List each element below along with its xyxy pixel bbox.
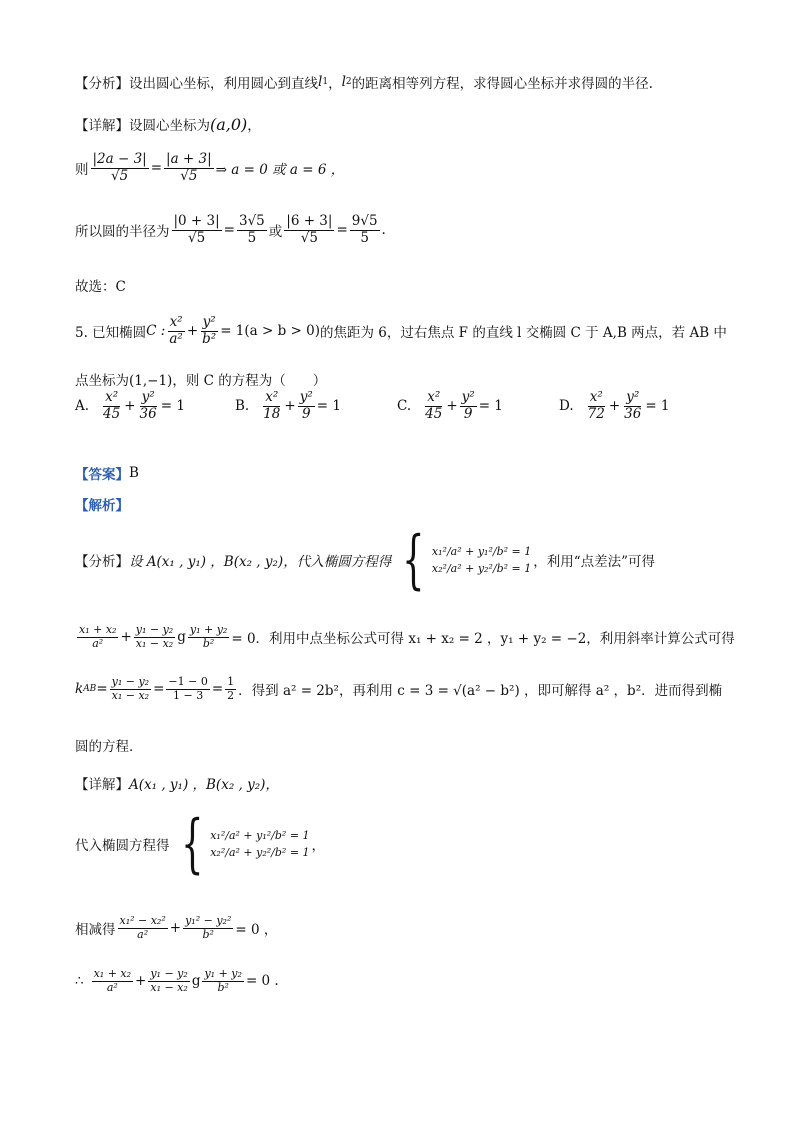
analysis-a1: 【分析】 设 A(x₁ , y₁) ，B(x₂ , y₂)，代入椭圆方程得 { x₁²/a² + y₁²/b² = 1 x₂²/a² + y₂²/b² = 1 ，利用“点差法”可得 [75, 523, 656, 597]
detail-d2: 代入椭圆方程得 { x₁²/a² + y₁²/b² = 1 x₂²/a² + y₂²/b² = 1 ， [75, 807, 326, 881]
option-a[interactable]: A. $\frac{\text{x²}}{45}$ + $\frac{\text{y²}}{36}$ = 1 [75, 388, 185, 422]
question-5-line-2: 点坐标为(1,−1)，则 C 的方程为（ ） [75, 373, 327, 389]
equation-system-2: { x₁²/a² + y₁²/b² = 1 x₂²/a² + y₂²/b² = 1 [180, 807, 310, 881]
detail-d1: 【详解】 A(x₁ , y₁) ，B(x₂ , y₂)， [75, 777, 279, 793]
analysis-a4: 圆的方程． [75, 739, 143, 755]
analysis-header: 【解析】 [75, 498, 129, 514]
detail-d4: ∴ $\frac{\text{x₁ + x₂}}{\text{a²}}$ + $\frac{\text{y₁ − y₂}}{\text{x₁ − x₂}}$ g $\frac{\text{y₁ + y₂}}{\text{b²}}$ = 0 . [75, 967, 279, 994]
answer-line [75, 463, 139, 483]
choice-line: 故选：C [75, 279, 126, 295]
detail-d3: 相减得 $\frac{\text{x₁² − x₂²}}{\text{a²}}$ + $\frac{\text{y₁² − y₂²}}{\text{b²}}$ = 0 ， [75, 914, 278, 941]
answer-value: B [129, 465, 139, 481]
analysis-a2: $\frac{\text{x₁ + x₂}}{\text{a²}}$ + $\frac{\text{y₁ − y₂}}{\text{x₁ − x₂}}$ g $\frac{\text{y₁ + y₂}}{\text{b²}}$ = 0．利用中点坐标公式可得 x₁ + x₂ = 2 ，y₁ + y₂ = −2，利用斜率计算公式可得 [79, 623, 735, 650]
answer-tag: 【答案】 [75, 467, 129, 483]
question-5: 5. 已知椭圆 C : $\frac{\text{x²}}{\text{a²}}$ + $\frac{\text{y²}}{\text{b²}}$ = 1(a > b > 0) 的焦距为 6，过右焦点 F 的直线 l 交椭圆 C 于 A,B 两点，若 AB 中 [75, 314, 727, 347]
option-d[interactable]: D. $\frac{\text{x²}}{72}$ + $\frac{\text{y²}}{36}$ = 1 [559, 388, 670, 422]
equation-radius: 所以圆的半径为 $\frac{|0 + 3|}{√5}$ = $\frac{3√5}{5}$ 或 $\frac{|6 + 3|}{√5}$ = $\frac{9√5}{5}$ . [75, 213, 386, 246]
option-b[interactable]: B. $\frac{\text{x²}}{18}$ + $\frac{\text{y²}}{9}$ = 1 [235, 388, 341, 422]
analysis-line-1: 【分析】 设出圆心坐标，利用圆心到直线 l 1 ， l 2 的距离相等列方程，求得圆心坐标并求得圆的半径. [75, 74, 653, 92]
detail-tag: 【详解】 [75, 118, 129, 134]
analysis-a3: k AB = $\frac{\text{y₁ − y₂}}{\text{x₁ − x₂}}$ = $\frac{-1 - 0}{1 - 3}$ = $\frac{1}{2}$ ．得到 a² = 2b²，再利用 c = 3 = √(a² − b²) ，即可解得 a² ，b²．进而得到椭 [75, 675, 723, 702]
detail-line-1: 【详解】 设圆心坐标为 (a,0) ， [75, 114, 261, 134]
option-c[interactable]: C. $\frac{\text{x²}}{45}$ + $\frac{\text{y²}}{9}$ = 1 [397, 388, 503, 422]
equation-distance: 则 $\frac{|2a - 3|}{√5}$ = $\frac{|a + 3|}{√5}$ ⇒ a = 0 或 a = 6 ， [75, 151, 345, 184]
analysis-tag: 【分析】 [75, 76, 129, 92]
equation-system: { x₁²/a² + y₁²/b² = 1 x₂²/a² + y₂²/b² = 1 [402, 523, 532, 597]
